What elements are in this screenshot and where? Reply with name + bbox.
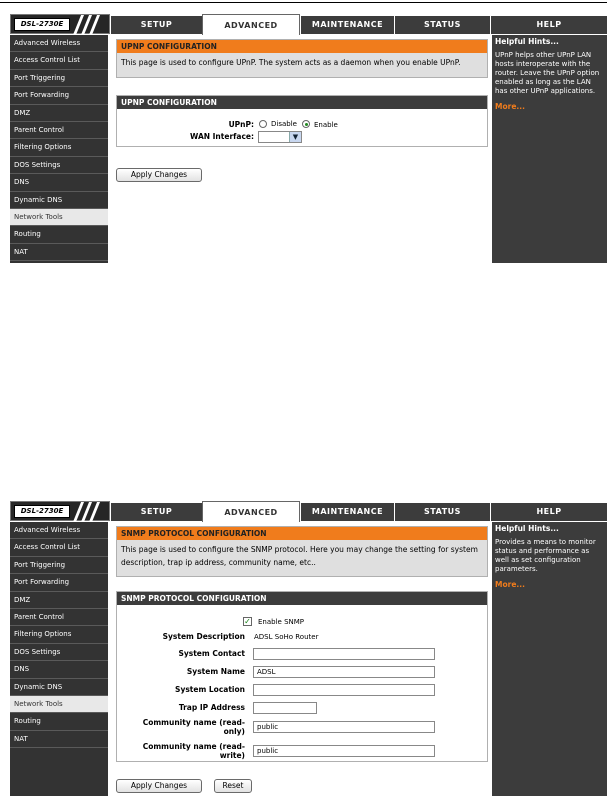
trap-ip-address-label: Trap IP Address [178,703,245,712]
community-read-only-label: Community name (read-only) [142,718,245,736]
help-title: Helpful Hints... [495,37,559,46]
sidebar-item-dmz[interactable]: DMZ [10,592,108,609]
community-read-write-input[interactable]: public [253,745,435,757]
sidebar-item-advanced-wireless[interactable]: Advanced Wireless [10,522,108,539]
sidebar-item-filtering-options[interactable]: Filtering Options [10,626,108,643]
trap-ip-address-input[interactable] [253,702,317,714]
brand-logo [10,14,110,34]
model-label: DSL-2730E [14,505,70,518]
sidebar-nav [10,522,108,796]
section-description: This page is used to configure the SNMP protocol. Here you may change the setting for system description, trap ip address, community name, etc.. [117,540,487,576]
intro-card [116,39,488,78]
header-bar [10,501,607,521]
sidebar-item-dynamic-dns[interactable]: Dynamic DNS [10,679,108,696]
sidebar-item-dmz[interactable]: DMZ [10,105,108,122]
tab-maintenance[interactable]: MAINTENANCE [300,16,394,34]
system-description-value: ADSL SoHo Router [254,633,319,641]
snmp-screenshot [10,501,607,796]
enable-snmp-checkbox[interactable]: ✓ [244,617,251,626]
system-contact-label: System Contact [178,649,245,658]
main-content [110,522,490,796]
upnp-enable-label: Enable [314,121,338,129]
brand-logo [10,501,110,521]
sidebar-item-parent-control[interactable]: Parent Control [10,609,108,626]
sidebar-item-port-forwarding[interactable]: Port Forwarding [10,87,108,104]
apply-changes-button[interactable]: Apply Changes [116,779,202,793]
sidebar-item-dynamic-dns[interactable]: Dynamic DNS [10,192,108,209]
help-panel [492,522,607,796]
sidebar-item-access-control-list[interactable]: Access Control List [10,52,108,69]
sidebar-item-nat[interactable]: NAT [10,244,108,261]
sidebar-item-network-tools[interactable]: Network Tools [10,209,108,226]
system-description-label: System Description [162,632,245,641]
section-description: This page is used to configure UPnP. The system acts as a daemon when you enable UPnP. [117,53,487,77]
intro-card [116,526,488,577]
help-panel [492,35,607,263]
section-title: SNMP PROTOCOL CONFIGURATION [117,527,487,540]
sidebar-item-dos-settings[interactable]: DOS Settings [10,644,108,661]
sidebar-item-nat[interactable]: NAT [10,731,108,748]
sidebar-nav [10,35,108,263]
chevron-down-icon: ▼ [289,132,301,142]
tab-advanced[interactable]: ADVANCED [202,14,300,35]
sidebar-item-port-triggering[interactable]: Port Triggering [10,70,108,87]
section-title: UPNP CONFIGURATION [117,40,487,53]
settings-card [116,591,488,762]
sidebar-item-port-forwarding[interactable]: Port Forwarding [10,574,108,591]
sidebar-item-dns[interactable]: DNS [10,174,108,191]
upnp-label: UPnP: [228,120,254,129]
upnp-screenshot [10,14,607,263]
help-text: UPnP helps other UPnP LAN hosts interoperate with the router. Leave the UPnP option enabled as long as the LAN has other UPnP applications. [495,51,600,95]
help-text: Provides a means to monitor status and performance as well as set configuration parameters. [495,538,596,573]
section-title: SNMP PROTOCOL CONFIGURATION [117,592,487,605]
sidebar-item-network-tools[interactable]: Network Tools [10,696,108,713]
tab-setup[interactable]: SETUP [110,503,202,521]
sidebar-item-access-control-list[interactable]: Access Control List [10,539,108,556]
model-label: DSL-2730E [14,18,70,31]
sidebar-item-port-triggering[interactable]: Port Triggering [10,557,108,574]
sidebar-item-routing[interactable]: Routing [10,713,108,730]
header-bar [10,14,607,34]
community-read-only-input[interactable]: public [253,721,435,733]
sidebar-item-advanced-wireless[interactable]: Advanced Wireless [10,35,108,52]
help-title: Helpful Hints... [495,524,559,533]
sidebar-item-filtering-options[interactable]: Filtering Options [10,139,108,156]
sidebar-item-routing[interactable]: Routing [10,226,108,243]
tab-help[interactable]: HELP [490,16,607,34]
system-location-label: System Location [175,685,245,694]
tab-status[interactable]: STATUS [394,16,490,34]
upnp-disable-radio[interactable] [259,120,267,128]
sidebar-item-dns[interactable]: DNS [10,661,108,678]
tab-status[interactable]: STATUS [394,503,490,521]
system-contact-input[interactable] [253,648,435,660]
system-location-input[interactable] [253,684,435,696]
wan-interface-label: WAN Interface: [190,132,254,141]
system-name-label: System Name [186,667,245,676]
wan-interface-select[interactable] [258,131,302,143]
tab-help[interactable]: HELP [490,503,607,521]
sidebar-item-dos-settings[interactable]: DOS Settings [10,157,108,174]
enable-snmp-label: Enable SNMP [258,618,305,626]
page-top-rule [0,2,607,3]
upnp-disable-label: Disable [271,120,297,128]
main-content [110,35,490,263]
help-more-link[interactable]: More... [495,580,525,589]
system-name-input[interactable]: ADSL [253,666,435,678]
sidebar-item-parent-control[interactable]: Parent Control [10,122,108,139]
section-title: UPNP CONFIGURATION [117,96,487,109]
settings-card [116,95,488,147]
community-read-write-label: Community name (read-write) [142,742,245,760]
upnp-enable-radio[interactable] [302,120,310,128]
apply-changes-button[interactable]: Apply Changes [116,168,202,182]
reset-button[interactable]: Reset [214,779,252,793]
tab-setup[interactable]: SETUP [110,16,202,34]
help-more-link[interactable]: More... [495,102,525,111]
tab-advanced[interactable]: ADVANCED [202,501,300,522]
tab-maintenance[interactable]: MAINTENANCE [300,503,394,521]
